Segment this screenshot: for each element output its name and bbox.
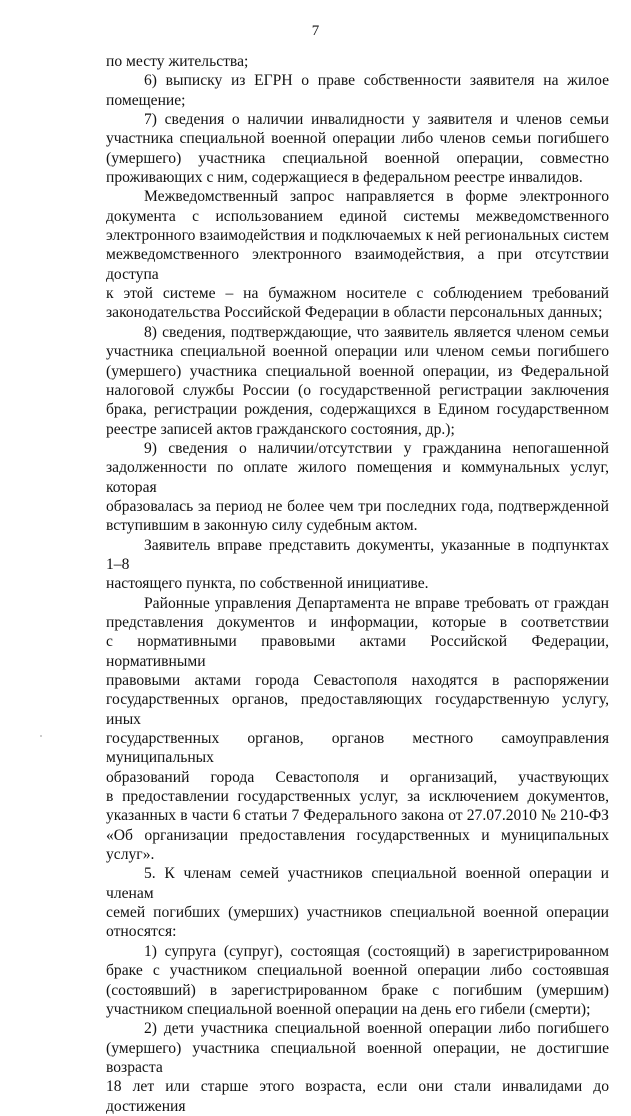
text-line: законодательства Российской Федерации в области персональных данных;	[106, 304, 603, 322]
text-line: проживающих с ним, содержащиеся в федеральном реестре инвалидов.	[106, 169, 583, 187]
text-line: настоящего пункта, по собственной инициативе.	[106, 575, 429, 593]
text-line: 5. К членам семей участников специальной военной операции и членам	[106, 865, 609, 902]
text-line: межведомственного электронного взаимодействия, а при отсутствии доступа	[106, 246, 609, 283]
text-line: Межведомственный запрос направляется в форме электронного	[144, 188, 609, 206]
text-line: 18 лет или старше этого возраста, если они стали инвалидами до достижения	[106, 1078, 609, 1115]
scan-speck	[40, 735, 42, 737]
text-line: правовыми актами города Севастополя находятся в распоряжении	[106, 672, 609, 689]
text-line: 7) сведения о наличии инвалидности у заявителя и членов семьи	[144, 111, 609, 129]
text-line: помещение;	[106, 91, 186, 109]
text-line: участником специальной военной операции на день его гибели (смерти);	[106, 1000, 591, 1018]
text-line: реестре записей актов гражданского состояния, др.);	[106, 420, 455, 438]
text-line: в предоставлении государственных услуг, за исключением документов,	[106, 788, 609, 806]
text-line: указанных в части 6 статьи 7 Федерального закона от 27.07.2010 № 210-ФЗ	[106, 807, 609, 825]
text-line: документа с использованием единой системы межведомственного	[106, 207, 609, 225]
text-line: брака, регистрации рождения, содержащихся в Едином государственном	[106, 401, 609, 419]
text-line: образовалась за период не более чем три последних года, подтвержденной	[106, 497, 609, 515]
text-line: (умершего) участника специальной военной операции, из Федеральной	[106, 362, 609, 380]
text-line: (умершего) участника специальной военной операции, не достигшие возраста	[106, 1039, 609, 1076]
text-line: налоговой службы России (о государственной регистрации заключения	[106, 381, 609, 399]
text-line: участника специальной военной операции либо членов семьи погибшего	[106, 130, 609, 148]
text-line: браке с участником специальной военной операции либо состоявшая	[106, 962, 609, 980]
text-line: электронного взаимодействия и подключаемых к ней региональных систем	[106, 227, 609, 245]
text-line: 1) супруга (супруг), состоящая (состоящий) в зарегистрированном	[144, 942, 609, 960]
text-line: государственных органов, органов местного самоуправления муниципальных	[106, 730, 609, 767]
text-line: государственных органов, предоставляющих государственную услугу, иных	[106, 691, 609, 728]
text-line: вступившим в законную силу судебным актом.	[106, 517, 418, 535]
text-line: Районные управления Департамента не вправе требовать от граждан	[144, 594, 609, 612]
text-line: 8) сведения, подтверждающие, что заявитель является членом семьи	[144, 323, 609, 341]
text-line: семей погибших (умерших) участников специальной военной операции	[106, 904, 609, 922]
text-line: образований города Севастополя и организаций, участвующих	[106, 768, 609, 786]
text-line: 6) выписку из ЕГРН о праве собственности заявителя на жилое	[144, 72, 609, 90]
text-line: с нормативными правовыми актами Российской Федерации, нормативными	[106, 633, 609, 670]
text-line: (состоявший) в зарегистрированном браке с погибшим (умершим)	[106, 981, 609, 999]
text-line: представления документов и информации, которые в соответствии	[106, 613, 609, 631]
page-number: 7	[311, 23, 320, 39]
text-line: задолженности по оплате жилого помещения и коммунальных услуг, которая	[106, 459, 609, 496]
text-line: 9) сведения о наличии/отсутствии у гражданина непогашенной	[144, 439, 609, 457]
text-line: (умершего) участника специальной военной операции, совместно	[106, 149, 609, 167]
text-line: относятся:	[106, 923, 177, 941]
text-line: Заявитель вправе представить документы, указанные в подпунктах 1–8	[106, 536, 609, 573]
text-line: к этой системе – на бумажном носителе с соблюдением требований	[106, 285, 609, 303]
text-line: по месту жительства;	[106, 53, 249, 70]
text-line: 2) дети участника специальной военной операции либо погибшего	[144, 1020, 609, 1038]
document-body	[106, 52, 609, 1116]
text-line: «Об организации предоставления государственных и муниципальных услуг».	[106, 826, 609, 864]
text-line: участника специальной военной операции или членом семьи погибшего	[106, 343, 609, 361]
